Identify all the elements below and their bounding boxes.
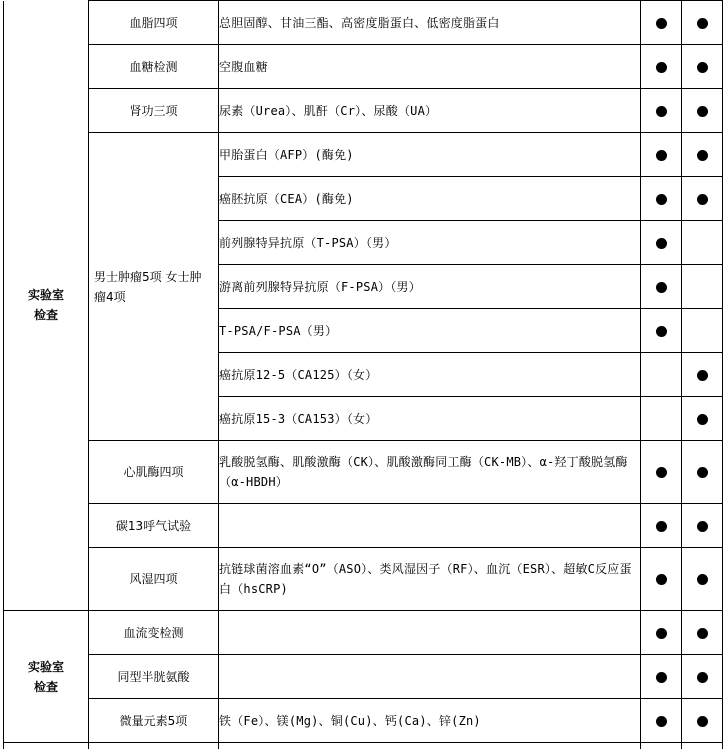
male-mark bbox=[641, 177, 682, 221]
cut-off-cell bbox=[219, 743, 641, 749]
item-name: 血糖检测 bbox=[89, 45, 219, 89]
male-mark bbox=[641, 655, 682, 699]
female-mark bbox=[682, 655, 723, 699]
female-mark bbox=[682, 45, 723, 89]
category-cell bbox=[4, 1, 89, 611]
item-name: 风湿四项 bbox=[89, 548, 219, 611]
table-row bbox=[4, 611, 723, 655]
dot-icon bbox=[656, 716, 667, 727]
dot-icon bbox=[656, 672, 667, 683]
dot-icon bbox=[656, 282, 667, 293]
dot-icon bbox=[656, 106, 667, 117]
category-label: 实验室 检查 bbox=[28, 660, 64, 694]
table-row bbox=[4, 89, 723, 133]
male-mark bbox=[641, 611, 682, 655]
female-mark bbox=[682, 133, 723, 177]
female-mark bbox=[682, 221, 723, 265]
female-mark bbox=[682, 353, 723, 397]
male-mark bbox=[641, 89, 682, 133]
table-row-partial bbox=[4, 743, 723, 749]
table-row bbox=[4, 699, 723, 743]
dot-icon bbox=[697, 574, 708, 585]
female-mark bbox=[682, 441, 723, 504]
category-label: 实验室 检查 bbox=[28, 288, 64, 322]
item-name: 肾功三项 bbox=[89, 89, 219, 133]
female-mark bbox=[682, 611, 723, 655]
cut-off-cell bbox=[89, 743, 219, 749]
dot-icon bbox=[697, 521, 708, 532]
item-name: 血脂四项 bbox=[89, 1, 219, 45]
male-mark bbox=[641, 309, 682, 353]
item-detail: 总胆固醇、甘油三酯、高密度脂蛋白、低密度脂蛋白 bbox=[219, 1, 641, 45]
cut-off-cell bbox=[682, 743, 723, 749]
female-mark bbox=[682, 397, 723, 441]
exam-items-table bbox=[3, 0, 723, 749]
dot-icon bbox=[656, 326, 667, 337]
table-row bbox=[4, 548, 723, 611]
dot-icon bbox=[697, 150, 708, 161]
item-name: 血流变检测 bbox=[89, 611, 219, 655]
table-row bbox=[4, 45, 723, 89]
dot-icon bbox=[697, 467, 708, 478]
female-mark bbox=[682, 177, 723, 221]
item-detail: 癌抗原12-5（CA125）（女） bbox=[219, 353, 641, 397]
table-row bbox=[4, 133, 723, 177]
item-detail: 癌胚抗原（CEA）(酶免) bbox=[219, 177, 641, 221]
dot-icon bbox=[697, 106, 708, 117]
table-row bbox=[4, 504, 723, 548]
male-mark bbox=[641, 699, 682, 743]
female-mark bbox=[682, 89, 723, 133]
dot-icon bbox=[697, 194, 708, 205]
female-mark bbox=[682, 265, 723, 309]
dot-icon bbox=[656, 238, 667, 249]
item-detail: 乳酸脱氢酶、肌酸激酶（CK）、肌酸激酶同工酶（CK-MB）、α-羟丁酸脱氢酶（α-HBDH） bbox=[219, 441, 641, 504]
item-name: 心肌酶四项 bbox=[89, 441, 219, 504]
item-name: 同型半胱氨酸 bbox=[89, 655, 219, 699]
item-name-tumor: 男士肿瘤5项 女士肿瘤4项 bbox=[89, 133, 219, 441]
dot-icon bbox=[656, 574, 667, 585]
female-mark bbox=[682, 548, 723, 611]
dot-icon bbox=[656, 18, 667, 29]
item-detail: 前列腺特异抗原（T-PSA）（男） bbox=[219, 221, 641, 265]
table-row bbox=[4, 1, 723, 45]
male-mark bbox=[641, 548, 682, 611]
female-mark bbox=[682, 1, 723, 45]
male-mark bbox=[641, 397, 682, 441]
category-cell bbox=[4, 611, 89, 743]
dot-icon bbox=[656, 521, 667, 532]
dot-icon bbox=[697, 18, 708, 29]
item-detail: 癌抗原15-3（CA153）（女） bbox=[219, 397, 641, 441]
female-mark bbox=[682, 699, 723, 743]
item-detail: 空腹血糖 bbox=[219, 45, 641, 89]
dot-icon bbox=[656, 467, 667, 478]
dot-icon bbox=[697, 628, 708, 639]
dot-icon bbox=[656, 62, 667, 73]
female-mark bbox=[682, 504, 723, 548]
item-detail bbox=[219, 655, 641, 699]
dot-icon bbox=[656, 150, 667, 161]
item-detail: 甲胎蛋白（AFP）(酶免) bbox=[219, 133, 641, 177]
male-mark bbox=[641, 265, 682, 309]
dot-icon bbox=[656, 194, 667, 205]
table-row bbox=[4, 441, 723, 504]
item-detail: T-PSA/F-PSA（男） bbox=[219, 309, 641, 353]
item-detail: 游离前列腺特异抗原（F-PSA）（男） bbox=[219, 265, 641, 309]
male-mark bbox=[641, 133, 682, 177]
male-mark bbox=[641, 504, 682, 548]
dot-icon bbox=[697, 716, 708, 727]
female-mark bbox=[682, 309, 723, 353]
dot-icon bbox=[697, 672, 708, 683]
male-mark bbox=[641, 45, 682, 89]
item-detail bbox=[219, 504, 641, 548]
cut-off-cell bbox=[641, 743, 682, 749]
item-detail: 抗链球菌溶血素“O”（ASO）、类风湿因子（RF）、血沉（ESR）、超敏C反应蛋白（hsCRP) bbox=[219, 548, 641, 611]
male-mark bbox=[641, 1, 682, 45]
male-mark bbox=[641, 441, 682, 504]
item-name: 碳13呼气试验 bbox=[89, 504, 219, 548]
item-name: 微量元素5项 bbox=[89, 699, 219, 743]
table-row bbox=[4, 655, 723, 699]
item-detail: 尿素（Urea）、肌酐（Cr）、尿酸（UA） bbox=[219, 89, 641, 133]
male-mark bbox=[641, 221, 682, 265]
dot-icon bbox=[697, 370, 708, 381]
cut-off-cell bbox=[4, 743, 89, 749]
item-detail: 铁（Fe）、镁(Mg)、铜(Cu)、钙(Ca)、锌(Zn) bbox=[219, 699, 641, 743]
dot-icon bbox=[656, 628, 667, 639]
dot-icon bbox=[697, 62, 708, 73]
item-detail bbox=[219, 611, 641, 655]
male-mark bbox=[641, 353, 682, 397]
dot-icon bbox=[697, 414, 708, 425]
